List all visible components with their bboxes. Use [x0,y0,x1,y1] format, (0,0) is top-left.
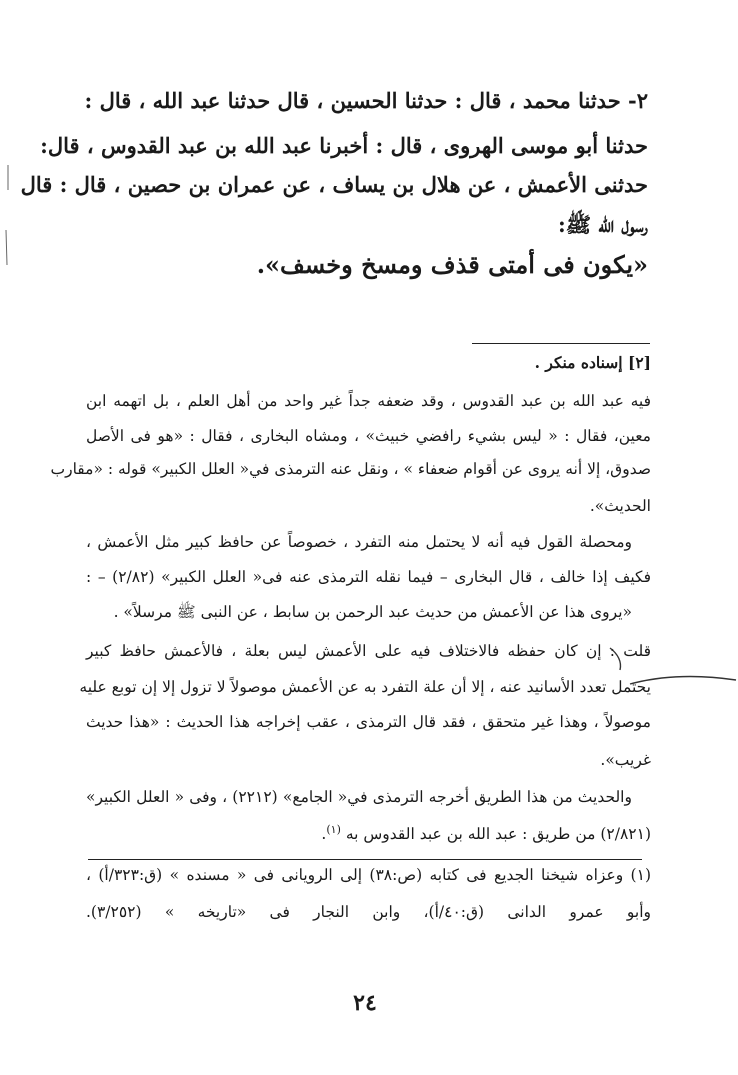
commentary-line: غريب». [600,751,651,769]
main-line-3: حدثنى الأعمش ، عن هلال بن يساف ، عن عمران بن حصين ، قال : قال [20,172,648,197]
commentary-line: قلت : إن كان حفظه فالاختلاف فيه على الأعمش ليس بعلة ، فالأعمش حافظ كبير [86,642,651,660]
commentary-line: فيه عبد الله بن عبد القدوس ، وقد ضعفه جداً غير واحد من أهل العلم ، بل اتهمه ابن [86,392,651,410]
hadith-text: «يكون فى أمتى قذف ومسخ وخسف». [256,250,648,279]
commentary-line: صدوق، إلا أنه يروى عن أقوام ضعفاء » ، ونقل عنه الترمذى في« العلل الكبير» قوله : «مقارب [50,460,651,478]
footnote-line: وأبو عمرو الدانى (ق:٤٠/أ)، وابن النجار فى «تاريخه » (٣/٢٥٢). [86,903,651,921]
main-line-4: رسول الله ﷺ: [558,212,648,237]
commentary-heading: [٢] إسناده منكر . [534,353,651,372]
main-line-1: ٢- حدثنا محمد ، قال : حدثنا الحسين ، قال حدثنا عبد الله ، قال : [84,88,648,113]
main-separator [472,343,650,344]
handwritten-mark-icon [600,640,738,700]
commentary-line-last: (٢/٨٢١) من طريق : عبد الله بن عبد القدوس به $^{(١)}$. [321,823,651,844]
page-edge-mark-icon [0,160,14,270]
main-line-2: حدثنا أبو موسى الهروى ، قال : أخبرنا عبد الله بن عبد القدوس ، قال: [40,133,648,158]
commentary-line: فكيف إذا خالف ، قال البخارى – فيما نقله الترمذى عنه فى« العلل الكبير» (٢/٨٢) – : [86,568,651,586]
commentary-line: موصولاً ، وهذا غير متحقق ، فقد قال الترمذى ، عقب إخراجه هذا الحديث : «هذا حديث [86,713,651,731]
commentary-text: (٢/٨٢١) من طريق : عبد الله بن عبد القدوس به [345,825,651,844]
footnote-separator [88,859,642,860]
commentary-line: ومحصلة القول فيه أنه لا يحتمل منه التفرد ، خصوصاً عن حافظ كبير مثل الأعمش ، [86,533,632,551]
footnote-line: (١) وعزاه شيخنا الجديع فى كتابه (ص:٣٨) إلى الرويانى فى « مسنده » (ق:٣٢٣/أ) ، [86,866,651,884]
footnote-reference: (١) [326,823,341,836]
commentary-line: والحديث من هذا الطريق أخرجه الترمذى في« الجامع» (٢٢١٢) ، وفى « العلل الكبير» [86,788,632,806]
page-number: ٢٤ [353,990,377,1016]
quote-line: «يروى هذا عن الأعمش من حديث عبد الرحمن بن سابط ، عن النبى ﷺ مرسلاً» . [113,603,632,621]
commentary-line: الحديث». [589,497,651,515]
commentary-line: معين، فقال : « ليس بشيء رافضي خبيث» ، ومشاه البخارى ، فقال : «هو فى الأصل [86,427,651,445]
commentary-line: يحتمل تعدد الأسانيد عنه ، إلا أن علة التفرد به عن الأعمش موصولاً لا تزول إلا إن توبع عليه [79,678,651,696]
